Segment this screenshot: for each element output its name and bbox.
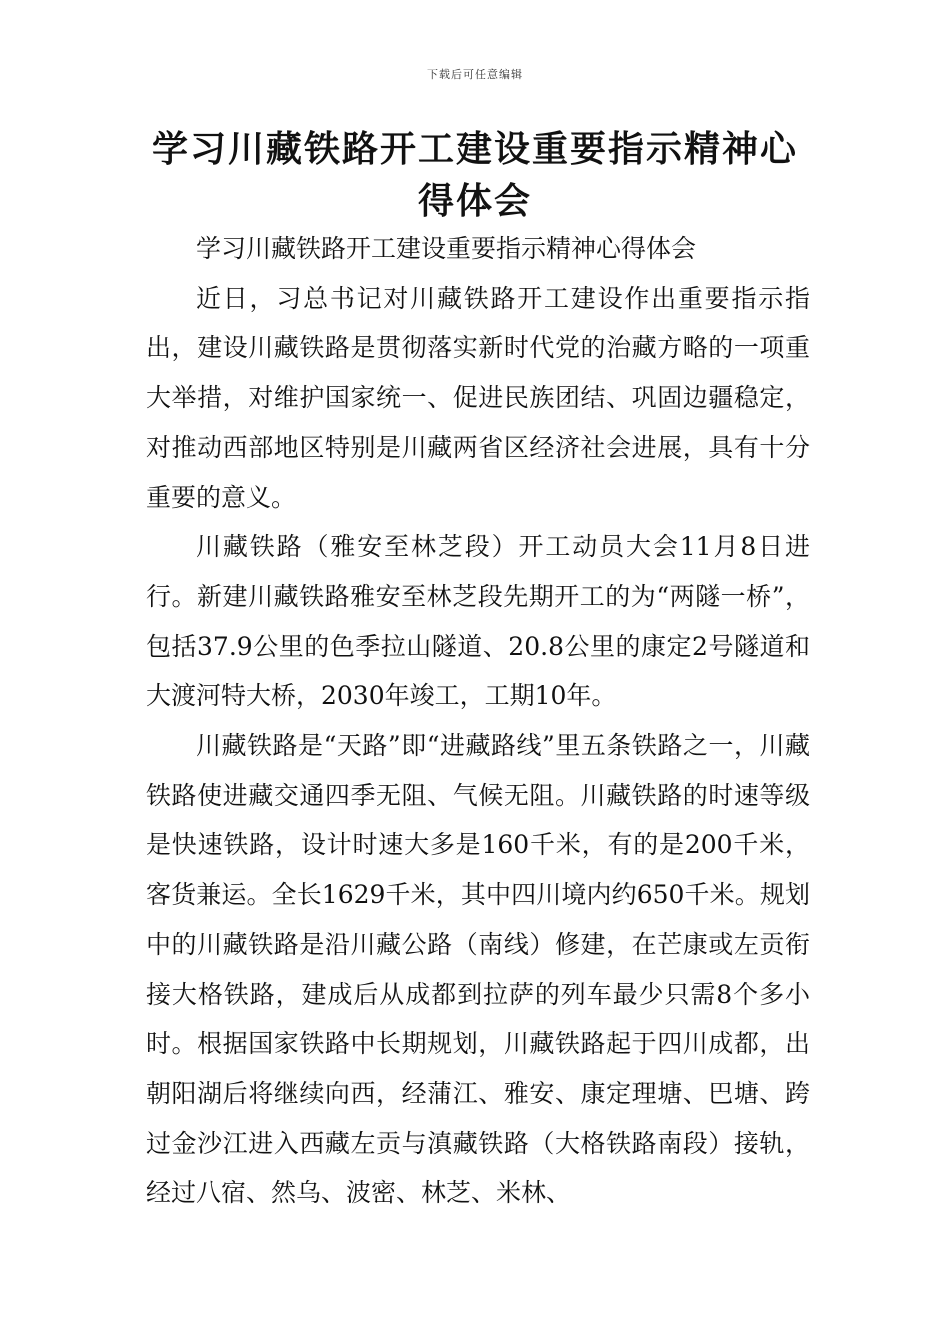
- document-title: 学习川藏铁路开工建设重要指示精神心得体会: [151, 129, 798, 222]
- body-paragraph: 近日，习总书记对川藏铁路开工建设作出重要指示指出，建设川藏铁路是贯彻落实新时代党的治藏方略的一项重大举措，对维护国家统一、促进民族团结、巩固边疆稳定，对推动西部地区特别是川藏两省区经济社会进展，具有十分重要的意义。: [146, 283, 810, 512]
- body-paragraph: 川藏铁路（雅安至林芝段）开工动员大会11月8日进行。新建川藏铁路雅安至林芝段先期开工的为“两隧一桥”，包括37.9公里的色季拉山隧道、20.8公里的康定2号隧道和大渡河特大桥，2030年竣工，工期10年。: [146, 532, 810, 711]
- header-note: 下载后可任意编辑: [427, 68, 523, 81]
- body-paragraph: 川藏铁路是“天路”即“进藏路线”里五条铁路之一，川藏铁路使进藏交通四季无阻、气候无阻。川藏铁路的时速等级是快速铁路，设计时速大多是160千米，有的是200千米，客货兼运。全长1629千米，其中四川境内约650千米。规划中的川藏铁路是沿川藏公路（南线）修建，在芒康或左贡衔接大格铁路，建成后从成都到拉萨的列车最少只需8个多小时。根据国家铁路中长期规划，川藏铁路起于四川成都，出朝阳湖后将继续向西，经蒲江、雅安、康定理塘、巴塘、跨过金沙江进入西藏左贡与滇藏铁路（大格铁路南段）接轨，经过八宿、然乌、波密、林芝、米林、: [146, 731, 810, 1208]
- subtitle-paragraph: 学习川藏铁路开工建设重要指示精神心得体会: [196, 234, 697, 263]
- document-body: [146, 224, 810, 1218]
